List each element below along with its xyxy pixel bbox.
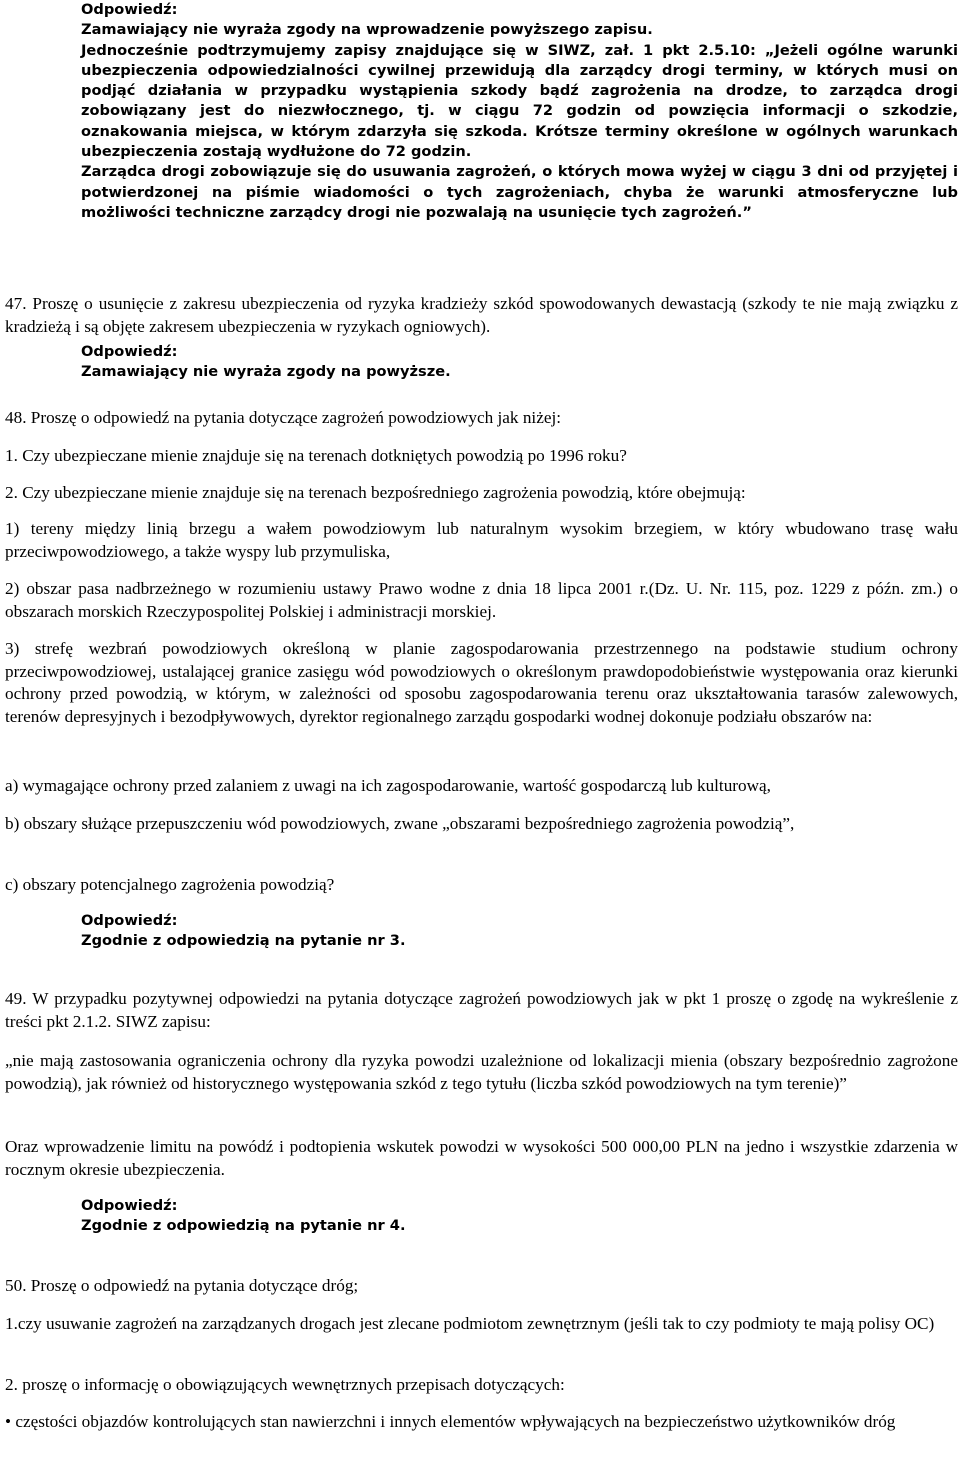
list-item: 1) tereny między linią brzegu a wałem powodziowym lub naturalnym wysokim brzegiem, w który wbudowano trasę wału przeciwpowodziowego, a także wyspy lub przymuliska,: [5, 519, 958, 561]
answer-heading: Odpowiedź:: [81, 912, 178, 929]
limit-text: Oraz wprowadzenie limitu na powódź i podtopienia wskutek powodzi w wysokości 500 000,00 PLN na jedno i wszystkie zdarzenia w rocznym okresie ubezpieczenia.: [5, 1137, 958, 1179]
question-50: [5, 1275, 958, 1298]
answer-heading: Odpowiedź:: [81, 1, 178, 18]
question-text: 48. Proszę o odpowiedź na pytania dotyczące zagrożeń powodziowych jak niżej:: [5, 408, 562, 427]
q48-b: [5, 813, 958, 836]
question-text: 49. W przypadku pozytywnej odpowiedzi na pytania dotyczące zagrożeń powodziowych jak w pkt 1 proszę o zgodę na wykreślenie z treści pkt 2.1.2. SIWZ zapisu:: [5, 989, 958, 1031]
list-item: 2) obszar pasa nadbrzeżnego w rozumieniu ustawy Prawo wodne z dnia 18 lipca 2001 r.(Dz. U. Nr. 115, poz. 1229 z późn. zm.) o obszarach morskich Rzeczypospolitej Polskiej i administracji morskiej.: [5, 579, 958, 621]
q48-sub-3: [5, 638, 958, 728]
question-48: [5, 407, 958, 430]
answer-text: Zamawiający nie wyraża zgody na powyższe.: [81, 363, 451, 381]
question-49: [5, 988, 958, 1033]
question-47: [5, 293, 958, 338]
top-answer-block: [5, 0, 958, 223]
q48-sub-1: [5, 518, 958, 563]
question-text: 47. Proszę o usunięcie z zakresu ubezpieczenia od ryzyka kradzieży szkód spowodowanych dewastacją (szkody te nie mają związku z kradzieżą i są objęte zakresem ubezpieczenia w ryzykach ogniowych).: [5, 294, 958, 336]
answer-heading: Odpowiedź:: [81, 1197, 178, 1214]
list-item: a) wymagające ochrony przed zalaniem z uwagi na ich zagospodarowanie, wartość gospodarczą lub kulturową,: [5, 776, 771, 795]
answer-text: Zgodnie z odpowiedzią na pytanie nr 3.: [81, 932, 406, 950]
q48-sub-2: [5, 578, 958, 623]
answer-paragraph-2: Zarządca drogi zobowiązuje się do usuwania zagrożeń, o których mowa wyżej w ciągu 3 dni od przyjętej i potwierdzonej na piśmie wiadomości o tych zagrożeniach, chyba że warunki atmosferyczne lub możliwości techniczne zarządcy drogi nie pozwalają na usunięcie tych zagrożeń.”: [81, 163, 958, 221]
q49-limit: [5, 1136, 958, 1181]
list-item: 1. Czy ubezpieczane mienie znajduje się na terenach dotkniętych powodzią po 1996 roku?: [5, 446, 627, 465]
answer-paragraph: Jednocześnie podtrzymujemy zapisy znajdujące się w SIWZ, zał. 1 pkt 2.5.10: „Jeżeli ogólne warunki ubezpieczenia odpowiedzialności cywilnej przewidują dla zarządcy drogi terminy, w których musi on podjąć działania w przypadku wystąpienia szkody bądź zagrożenia na drodze, to zarządca drogi zobowiązany jest do niezwłocznego, tj. w ciągu 72 godzin od powzięcia informacji o szkodzie, oznakowania miejsca, w którym zdarzyła się szkoda. Krótsze terminy określone w ogólnych warunkach ubezpieczenia zostają wydłużone do 72 godzin.: [81, 41, 958, 161]
answer-heading: Odpowiedź:: [81, 343, 178, 360]
answer-49: [5, 1196, 958, 1237]
list-item: c) obszary potencjalnego zagrożenia powodzią?: [5, 875, 335, 894]
list-item: 2. Czy ubezpieczane mienie znajduje się na terenach bezpośredniego zagrożenia powodzią, które obejmują:: [5, 483, 746, 502]
answer-47: [5, 342, 958, 383]
q48-a: [5, 775, 958, 798]
q50-item-1: [5, 1313, 958, 1336]
q49-quote: [5, 1050, 958, 1095]
answer-line: Zamawiający nie wyraża zgody na wprowadzenie powyższego zapisu.: [81, 21, 653, 39]
q48-c: [5, 874, 958, 897]
quoted-clause: „nie mają zastosowania ograniczenia ochrony dla ryzyka powodzi uzależnione od lokalizacji mienia (obszary bezpośrednio zagrożone powodzią), jak również od historycznego występowania szkód z tego tytułu (liczba szkód powodziowych na tym terenie)”: [5, 1051, 958, 1093]
list-item: 2. proszę o informację o obowiązujących wewnętrznych przepisach dotyczących:: [5, 1375, 565, 1394]
q50-item-2: [5, 1374, 958, 1397]
answer-48: [5, 911, 958, 952]
answer-text: Zgodnie z odpowiedzią na pytanie nr 4.: [81, 1217, 406, 1235]
q48-item-1: [5, 445, 958, 468]
q50-bullet-1: [5, 1411, 958, 1434]
list-item: 3) strefę wezbrań powodziowych określoną w planie zagospodarowania przestrzennego na podstawie studium ochrony przeciwpowodziowej, ustalającej granice zasięgu wód powodziowych o określonym prawdopodobieństwie występowania oraz kierunki ochrony przed powodzią, w którym, w zależności od sposobu zagospodarowania terenu oraz ukształtowania tarasów zalewowych, terenów depresyjnych i bezodpływowych, dyrektor regionalnego zarządu gospodarki wodnej dokonuje podziału obszarów na:: [5, 639, 958, 726]
list-item: 1.czy usuwanie zagrożeń na zarządzanych drogach jest zlecane podmiotom zewnętrznym (jeśli tak to czy podmioty te mają polisy OC): [5, 1314, 935, 1333]
question-text: 50. Proszę o odpowiedź na pytania dotyczące dróg;: [5, 1276, 359, 1295]
q48-item-2: [5, 482, 958, 505]
bullet-item: • częstości objazdów kontrolujących stan nawierzchni i innych elementów wpływających na bezpieczeństwo użytkowników dróg: [5, 1412, 896, 1431]
list-item: b) obszary służące przepuszczeniu wód powodziowych, zwane „obszarami bezpośredniego zagrożenia powodzią”,: [5, 814, 795, 833]
